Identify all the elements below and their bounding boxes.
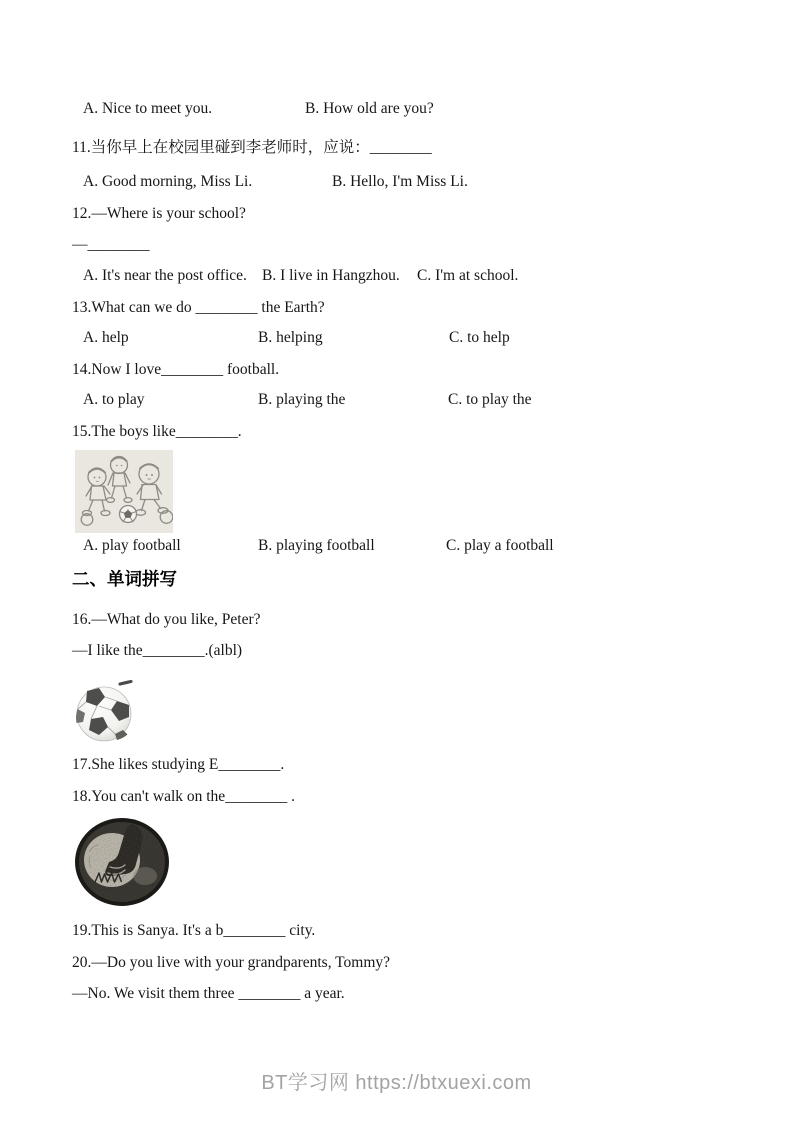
footer-watermark: BT学习网 https://btxuexi.com <box>261 1072 532 1094</box>
q11-options-row <box>0 173 793 193</box>
q10-option-b: B. How old are you? <box>305 100 434 117</box>
q10-options-row <box>0 100 793 120</box>
question-16-text: 16.—What do you like, Peter? <box>72 611 261 628</box>
q15-options-row <box>0 537 793 557</box>
q13-options-row <box>0 329 793 349</box>
question-11-text: 11.当你早上在校园里碰到李老师时，应说：________ <box>72 139 432 156</box>
q12-options-row <box>0 267 793 287</box>
question-18-text: 18.You can't walk on the________ . <box>72 788 295 805</box>
kids-playing-football-illustration <box>75 450 173 533</box>
q15-option-b: B. playing football <box>258 537 375 554</box>
q12-option-b: B. I live in Hangzhou. <box>262 267 400 284</box>
q14-option-b: B. playing the <box>258 391 346 408</box>
question-14-text: 14.Now I love________ football. <box>72 361 280 378</box>
section-2-header: 二、单词拼写 <box>72 569 177 589</box>
q11-option-b: B. Hello, I'm Miss Li. <box>332 173 468 190</box>
keep-off-the-grass-sign-photo <box>75 818 170 907</box>
q12-answer-blank-line: —________ <box>72 236 150 253</box>
q13-option-c: C. to help <box>449 329 510 346</box>
q12-option-c: C. I'm at school. <box>417 267 519 284</box>
question-20-text: 20.—Do you live with your grandparents, Tommy? <box>72 954 391 971</box>
q14-options-row <box>0 391 793 411</box>
q15-option-a: A. play football <box>83 537 181 554</box>
question-12-text: 12.—Where is your school? <box>72 205 246 222</box>
q13-option-b: B. helping <box>258 329 323 346</box>
q14-option-c: C. to play the <box>448 391 532 408</box>
q13-option-a: A. help <box>83 329 129 346</box>
question-13-text: 13.What can we do ________ the Earth? <box>72 299 325 316</box>
q16-answer-blank-line: —I like the________.(albl) <box>72 642 243 659</box>
question-19-text: 19.This is Sanya. It's a b________ city. <box>72 922 316 939</box>
q20-answer-blank-line: —No. We visit them three ________ a year. <box>72 985 345 1002</box>
q11-option-a: A. Good morning, Miss Li. <box>83 173 253 190</box>
q15-option-c: C. play a football <box>446 537 554 554</box>
q14-option-a: A. to play <box>83 391 145 408</box>
q10-option-a: A. Nice to meet you. <box>83 100 213 117</box>
soccer-ball-photo <box>75 679 136 743</box>
question-17-text: 17.She likes studying E________. <box>72 756 285 773</box>
question-15-text: 15.The boys like________. <box>72 423 242 440</box>
q12-option-a: A. It's near the post office. <box>83 267 247 284</box>
